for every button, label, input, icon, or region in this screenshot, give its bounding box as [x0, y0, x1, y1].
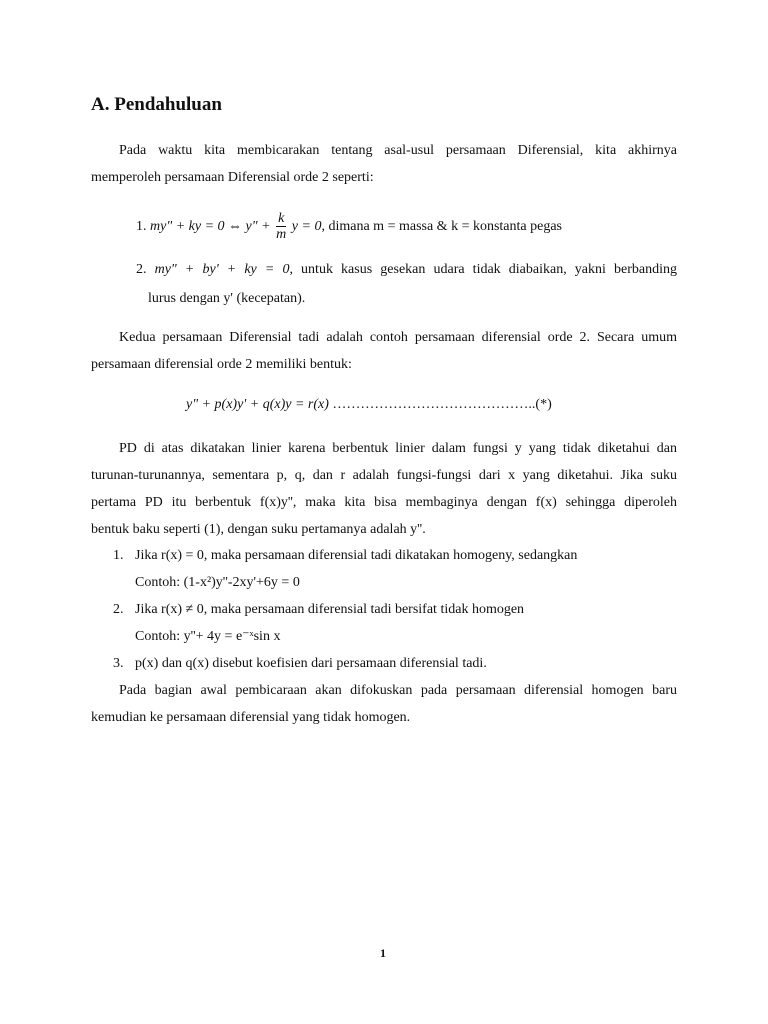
- paragraph-4: [91, 677, 677, 731]
- paragraph-3-line-1: PD di atas dikatakan linier karena berbentuk linier dalam fungsi y yang tidak diketahui dan: [119, 441, 677, 456]
- equation-description: , dimana m = massa & k = konstanta pegas: [321, 219, 562, 234]
- equation-left: my" + ky = 0 ⇔ y" +: [150, 219, 271, 234]
- intro-line-2: memperoleh persamaan Diferensial orde 2 seperti:: [91, 170, 374, 185]
- equation-item-1: [136, 208, 562, 246]
- paragraph-2-line-2: persamaan diferensial orde 2 memiliki bentuk:: [91, 357, 352, 372]
- intro-paragraph: [91, 137, 677, 191]
- paragraph-3-line-4: bentuk baku seperti (1), dengan suku pertamanya adalah y''.: [91, 522, 426, 537]
- list-number: 2.: [113, 602, 124, 617]
- equation-right: y = 0: [291, 219, 322, 234]
- paragraph-3-line-3: pertama PD itu berbentuk f(x)y'', maka kita bisa membaginya dengan f(x) sehingga diperoleh: [91, 495, 677, 510]
- paragraph-3-line-2: turunan-turunannya, sementara p, q, dan r adalah fungsi-fungsi dari x yang diketahui. Jika suku: [91, 468, 677, 483]
- section-heading: A. Pendahuluan: [91, 94, 222, 115]
- general-equation-formula: y" + p(x)y' + q(x)y = r(x): [186, 397, 329, 412]
- list-number: 1.: [136, 219, 147, 234]
- condition-item-1: [113, 542, 577, 569]
- condition-text: Jika r(x) = 0, maka persamaan diferensial tadi dikatakan homogeny, sedangkan: [135, 548, 578, 563]
- list-number: 1.: [113, 548, 124, 563]
- equation: my" + by' + ky = 0: [154, 262, 290, 277]
- intro-line-1: Pada waktu kita membicarakan tentang asal-usul persamaan Diferensial, kita akhirnya: [119, 143, 677, 158]
- condition-example-1: Contoh: (1-x²)y''-2xy'+6y = 0: [135, 575, 300, 590]
- fraction-k-over-m: [276, 211, 286, 243]
- condition-list: [113, 542, 577, 677]
- paragraph-4-line-1: Pada bagian awal pembicaraan akan difokuskan pada persamaan diferensial homogen baru: [119, 683, 677, 698]
- list-number: 2.: [136, 262, 147, 277]
- equation-item-2-line-1: [136, 255, 677, 284]
- list-number: 3.: [113, 656, 124, 671]
- condition-item-3: [113, 650, 577, 677]
- fraction-denominator: m: [276, 226, 287, 242]
- general-equation: [186, 397, 552, 413]
- equation-item-2-line-2: lurus dengan y' (kecepatan).: [148, 291, 306, 306]
- condition-example-2: Contoh: y''+ 4y = e⁻ˣsin x: [135, 629, 281, 644]
- equation-item-2: [136, 255, 677, 313]
- general-equation-dots: ……………………………………..(*): [332, 397, 552, 412]
- fraction-numerator: k: [278, 210, 285, 226]
- paragraph-2: [91, 324, 677, 378]
- paragraph-4-line-2: kemudian ke persamaan diferensial yang tidak homogen.: [91, 710, 411, 725]
- page-number: 1: [380, 946, 386, 960]
- condition-item-2: [113, 596, 577, 623]
- paragraph-3: [91, 435, 677, 543]
- equation-description: , untuk kasus gesekan udara tidak diabaikan, yakni berbanding: [289, 262, 677, 277]
- paragraph-2-line-1: Kedua persamaan Diferensial tadi adalah contoh persamaan diferensial orde 2. Secara umum: [119, 330, 677, 345]
- condition-text: p(x) dan q(x) disebut koefisien dari persamaan diferensial tadi.: [135, 656, 487, 671]
- condition-text: Jika r(x) ≠ 0, maka persamaan diferensial tadi bersifat tidak homogen: [135, 602, 525, 617]
